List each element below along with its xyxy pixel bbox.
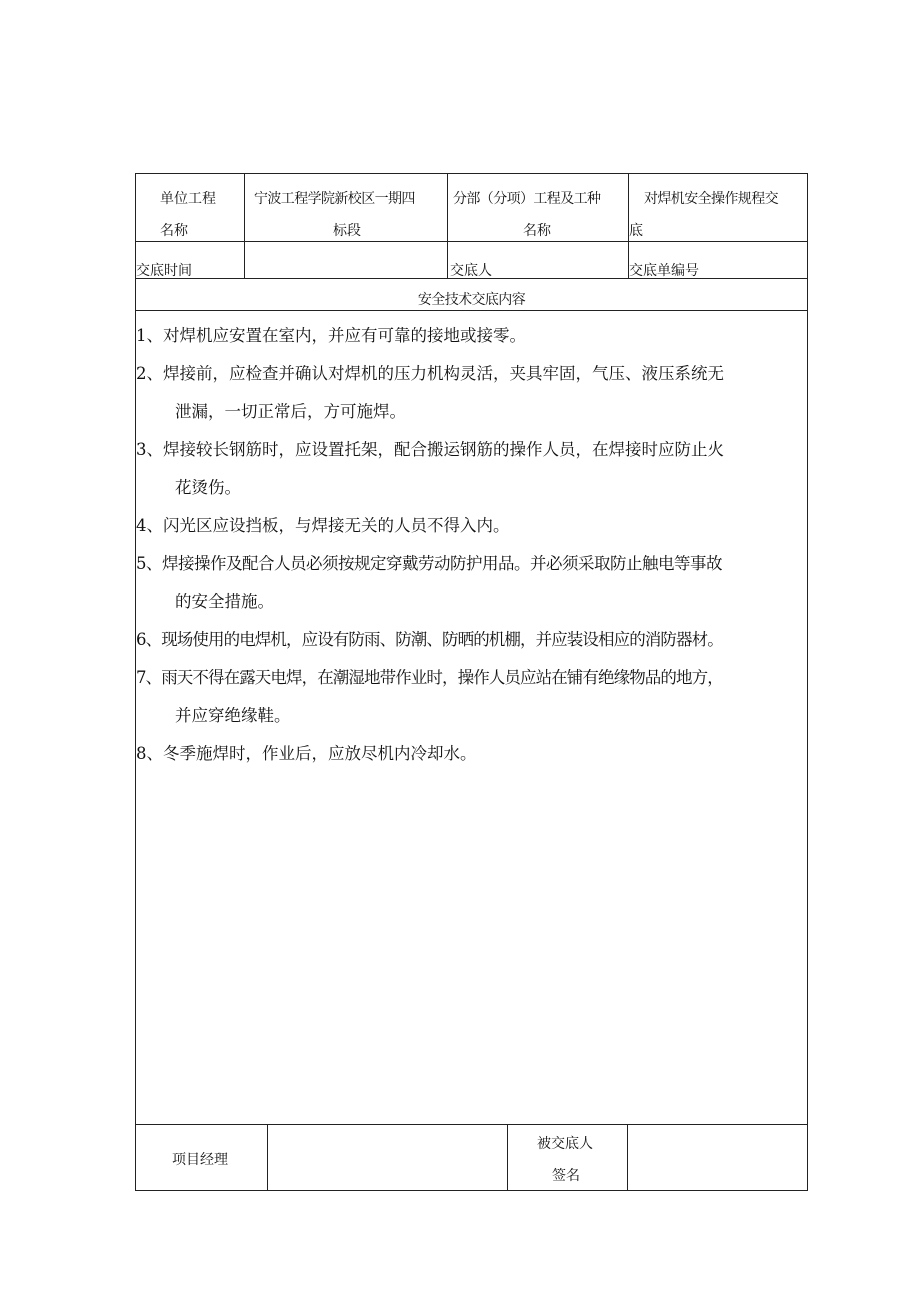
item-3-continuation: 花烫伤。 <box>175 478 241 497</box>
number-cell <box>629 242 807 278</box>
sub-label-line1: 分部（分项）工程及工种 <box>453 191 601 207</box>
manager-signature-cell[interactable] <box>268 1125 508 1190</box>
sub-label-line2: 名称 <box>523 223 551 239</box>
sub-label-cell <box>448 174 629 241</box>
item-5-continuation: 的安全措施。 <box>175 592 274 611</box>
manager-label-cell <box>136 1125 268 1190</box>
disclosure-content <box>136 311 807 1125</box>
receiver-label-cell <box>508 1125 628 1190</box>
item-7-continuation: 并应穿绝缘鞋。 <box>175 706 291 725</box>
sub-value-line1: 对焊机安全操作规程交 <box>644 191 778 207</box>
unit-label-line1: 单位工程 <box>160 191 216 207</box>
receiver-signature-cell[interactable] <box>628 1125 807 1190</box>
unit-label-line2: 名称 <box>160 223 188 239</box>
time-value-cell[interactable] <box>245 242 448 278</box>
item-6-text: 6、现场使用的电焊机，应设有防雨、防潮、防晒的机棚，并应装设相应的消防器材。 <box>136 630 723 649</box>
header-row <box>136 174 807 242</box>
sub-value-cell <box>629 174 807 241</box>
unit-value-line1: 宁波工程学院新校区一期四 <box>254 191 415 207</box>
receiver-label-line2: 签名 <box>552 1168 580 1184</box>
list-item <box>136 507 510 545</box>
time-label: 交底时间 <box>136 263 192 279</box>
unit-label-cell <box>136 174 245 241</box>
number-label: 交底单编号 <box>629 263 699 279</box>
person-cell <box>448 242 629 278</box>
unit-value-cell <box>245 174 448 241</box>
list-item <box>136 735 477 773</box>
item-7-text: 7、雨天不得在露天电焊，在潮湿地带作业时，操作人员应站在铺有绝缘物品的地方， <box>136 668 723 687</box>
signature-row <box>136 1125 807 1190</box>
list-item <box>136 355 724 431</box>
person-label: 交底人 <box>450 263 492 279</box>
list-item <box>136 545 722 621</box>
item-2-text: 2、焊接前，应检查并确认对焊机的压力机构灵活，夹具牢固，气压、液压系统无 <box>136 364 724 383</box>
list-item <box>136 621 723 659</box>
unit-value-line2: 标段 <box>333 223 361 239</box>
section-title: 安全技术交底内容 <box>417 292 526 308</box>
list-item <box>136 659 723 735</box>
list-item <box>136 317 526 355</box>
safety-disclosure-form <box>135 173 808 1191</box>
list-item <box>136 431 724 507</box>
item-8-text: 8、冬季施焊时，作业后，应放尽机内冷却水。 <box>136 744 477 763</box>
item-3-text: 3、焊接较长钢筋时，应设置托架，配合搬运钢筋的操作人员，在焊接时应防止火 <box>136 440 724 459</box>
sub-value-line2: 底 <box>629 223 643 239</box>
section-title-row <box>136 279 807 311</box>
receiver-label-line1: 被交底人 <box>537 1136 593 1152</box>
manager-label: 项目经理 <box>172 1152 228 1168</box>
item-5-text: 5、焊接操作及配合人员必须按规定穿戴劳动防护用品。并必须采取防止触电等事故 <box>136 554 722 573</box>
time-label-cell <box>136 242 245 278</box>
meta-row <box>136 242 807 279</box>
item-2-continuation: 泄漏，一切正常后，方可施焊。 <box>175 402 406 421</box>
item-1-text: 1、对焊机应安置在室内，并应有可靠的接地或接零。 <box>136 326 526 345</box>
item-4-text: 4、闪光区应设挡板，与焊接无关的人员不得入内。 <box>136 516 510 535</box>
